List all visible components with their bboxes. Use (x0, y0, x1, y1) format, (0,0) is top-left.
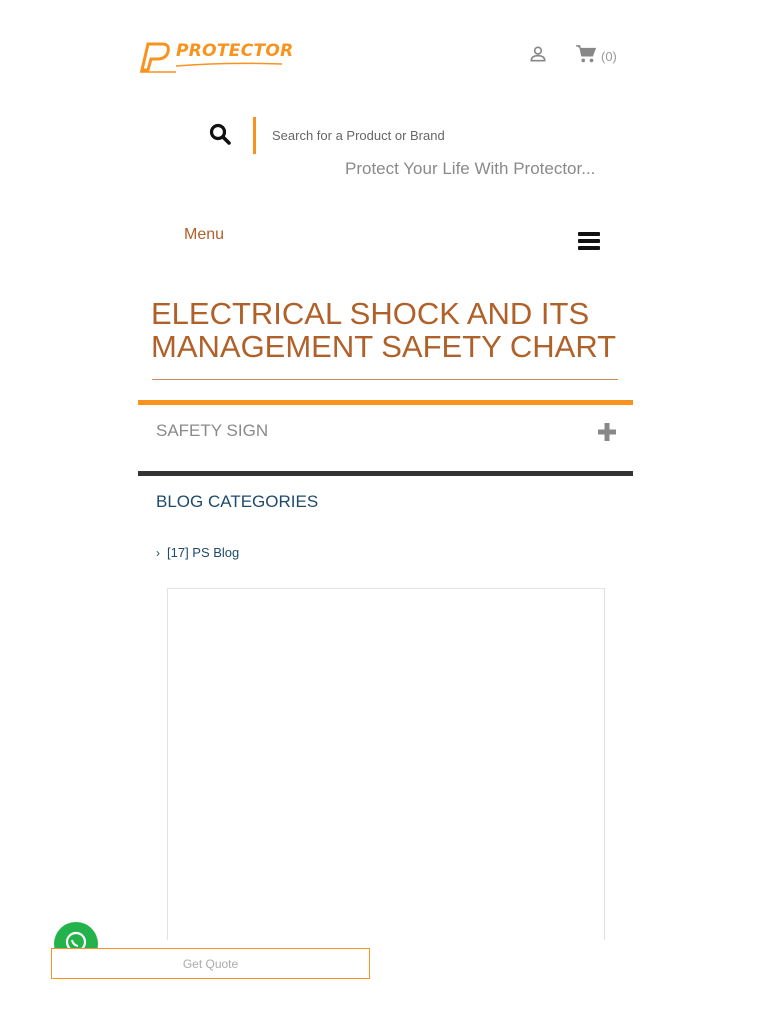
blog-categories-title: BLOG CATEGORIES (156, 492, 319, 511)
search-accent-bar (253, 117, 256, 154)
content-frame (167, 588, 605, 990)
logo-text: PROTECTOR (176, 41, 294, 61)
account-button[interactable] (528, 44, 548, 64)
safety-sign-label: SAFETY SIGN (156, 421, 269, 440)
blog-category-label: [17] PS Blog (167, 545, 240, 560)
get-quote-button[interactable]: Get Quote (51, 948, 370, 979)
page-title: ELECTRICAL SHOCK AND ITS MANAGEMENT SAFETY CHART (151, 296, 617, 364)
search-button[interactable] (208, 122, 234, 148)
search-icon (208, 122, 232, 146)
menu-label[interactable]: Menu (184, 226, 225, 243)
logo-mark-icon (138, 40, 178, 73)
chevron-right-icon: › (156, 545, 160, 560)
site-logo[interactable] (138, 40, 294, 73)
title-divider (152, 379, 618, 380)
tagline: Protect Your Life With Protector... (345, 159, 596, 178)
hamburger-icon[interactable] (578, 232, 600, 250)
plus-icon[interactable] (597, 422, 617, 442)
cart-button[interactable] (575, 42, 617, 66)
search-input[interactable] (262, 120, 622, 150)
logo-swoosh-icon (176, 62, 282, 68)
safety-sign-accordion[interactable] (138, 400, 633, 460)
blog-category-item[interactable] (156, 545, 239, 560)
user-icon (528, 44, 548, 64)
cart-count: (0) (601, 48, 617, 64)
cart-icon (575, 43, 597, 65)
blog-categories-panel (138, 471, 633, 511)
